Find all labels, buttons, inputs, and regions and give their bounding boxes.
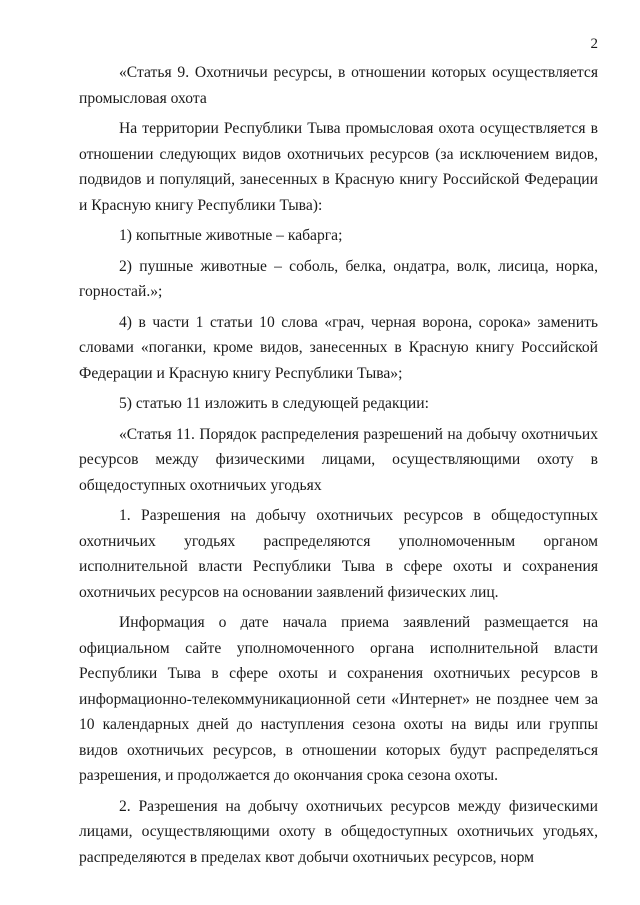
paragraph: На территории Республики Тыва промысловая охота осуществляется в отношении следующих видов охотничьих ресурсов (за исключением видов, подвидов и популяций, занесенных в Красную книгу Российской Федерации и Красную книгу Республики Тыва): [79,120,598,214]
list-item: 1) копытные животные – кабарга; [119,227,343,244]
document-body [79,60,598,875]
paragraph: Информация о дате начала приема заявлений размещается на официальном сайте уполномоченного органа исполнительной власти Республики Тыва в сфере охоты и сохранения охотничьих ресурсов в информационно-телекоммуникационной сети «Интернет» не позднее чем за 10 календарных дней до наступления сезона охоты на виды или группы видов охотничьих ресурсов, в отношении которых будут распределяться разрешения, и продолжается до окончания срока сезона охоты. [79,614,598,784]
paragraph: 1. Разрешения на добычу охотничьих ресурсов в общедоступных охотничьих угодьях распределяются уполномоченным органом исполнительной власти Республики Тыва в сфере охоты и сохранения охотничьих ресурсов на основании заявлений физических лиц. [79,507,598,601]
article-11-heading: «Статья 11. Порядок распределения разрешений на добычу охотничьих ресурсов между физическими лицами, осуществляющими охоту в общедоступных охотничьих угодьях [79,425,598,494]
list-item: 2) пушные животные – соболь, белка, ондатра, волк, лисица, норка, горностай.»; [79,257,598,300]
amendment-item: 4) в части 1 статьи 10 слова «грач, черная ворона, сорока» заменить словами «поганки, кроме видов, занесенных в Красную книгу Российской Федерации и Красную книгу Республики Тыва»; [79,313,598,382]
article-9-heading: «Статья 9. Охотничьи ресурсы, в отношении которых осуществляется промысловая охота [79,64,598,107]
paragraph: 2. Разрешения на добычу охотничьих ресурсов между физическими лицами, осуществляющими охоту в общедоступных охотничьих угодьях, распределяются в пределах квот добычи охотничьих ресурсов, норм [79,797,598,866]
page-number: 2 [590,36,598,52]
amendment-item: 5) статью 11 изложить в следующей редакции: [119,395,429,412]
